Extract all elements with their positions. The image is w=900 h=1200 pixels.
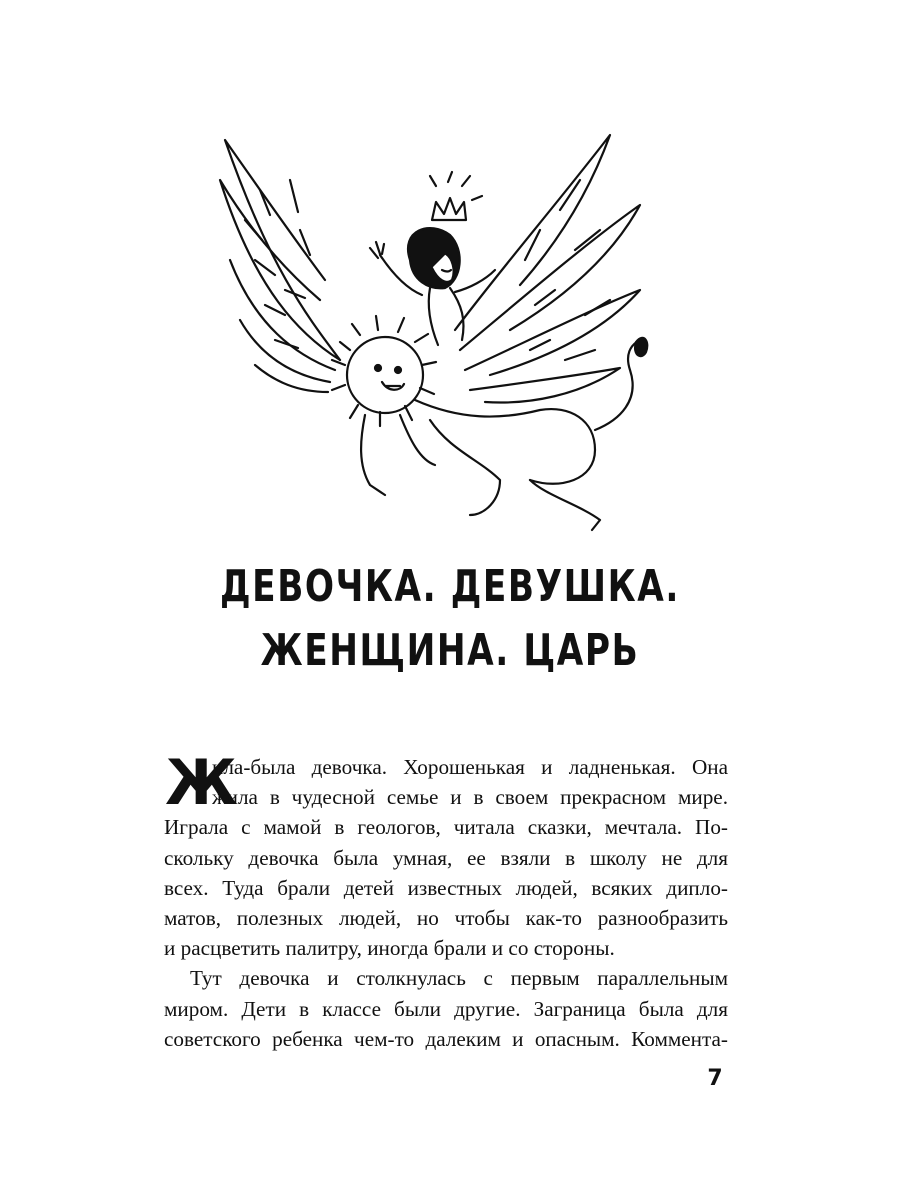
body-text	[164, 746, 728, 1054]
text-line: скольку девочка была умная, ее взяли в школу не для	[164, 845, 728, 870]
text-line: всех. Туда брали детей известных людей, всяких дипло-	[164, 875, 728, 900]
text-line: Тут девочка и столкнулась с первым параллельным	[190, 966, 728, 991]
text-line: Играла с мамой в геологов, читала сказки, мечтала. По-	[164, 815, 728, 840]
chapter-title-line-2: ЖЕНЩИНА. ЦАРЬ	[260, 625, 640, 676]
paragraph-1	[164, 746, 728, 963]
winged-lion-with-girl-icon	[200, 120, 670, 550]
winged-lion-illustration	[200, 120, 670, 550]
text-line: миром. Дети в классе были другие. Заграница была для	[164, 996, 728, 1021]
text-line: жила в чудесной семье и в своем прекрасном мире.	[212, 785, 728, 810]
paragraph-2	[164, 963, 728, 1054]
text-line: ила-была девочка. Хорошенькая и ладненькая. Она	[212, 755, 728, 779]
chapter-title	[99, 555, 801, 683]
text-line: и расцветить палитру, иногда брали и со стороны.	[164, 936, 615, 961]
page-number: 7	[707, 1066, 723, 1091]
chapter-title-line-1: ДЕВОЧКА. ДЕВУШКА.	[220, 561, 680, 612]
text-line: советского ребенка чем-то далеким и опасным. Коммента-	[164, 1026, 728, 1051]
text-line: матов, полезных людей, но чтобы как-то разнообразить	[164, 906, 728, 931]
drop-cap: Ж	[165, 746, 238, 819]
